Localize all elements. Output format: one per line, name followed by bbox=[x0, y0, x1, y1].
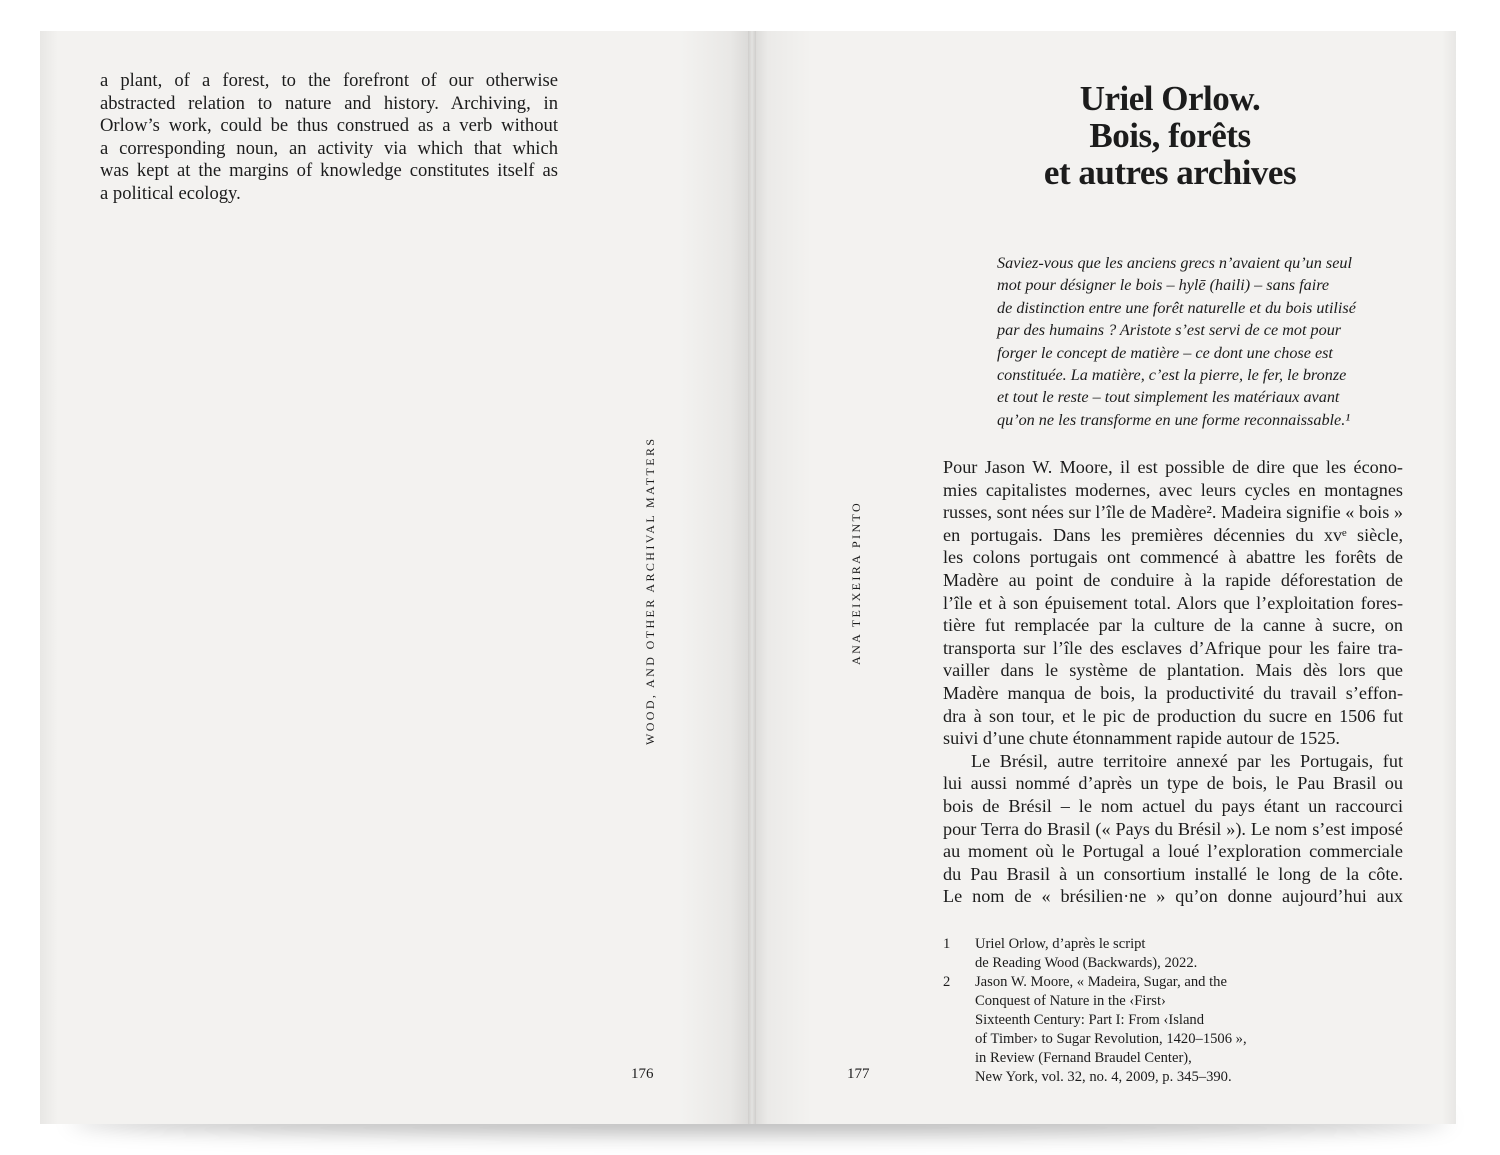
body-line: en portugais. Dans les premières décennies du xvᵉ siècle, bbox=[943, 524, 1403, 545]
epigraph-line: Saviez-vous que les anciens grecs n’avaient qu’un seul bbox=[997, 254, 1352, 272]
footnote-number: 1 bbox=[943, 936, 951, 952]
footnote-line: Jason W. Moore, « Madeira, Sugar, and the bbox=[975, 974, 1227, 990]
epigraph-line: constituée. La matière, c’est la pierre, le fer, le bronze bbox=[997, 366, 1347, 385]
body-line: a plant, of a forest, to the forefront of our otherwise bbox=[100, 70, 558, 91]
body-line: Le nom de « brésilien·ne » qu’on donne aujourd’hui aux bbox=[943, 886, 1403, 907]
body-line: Madère au point de conduire à la rapide déforestation de bbox=[943, 569, 1403, 590]
epigraph-line: qu’on ne les transforme en une forme reconnaissable.¹ bbox=[997, 410, 1351, 429]
left-running-head: WOOD, AND OTHER ARCHIVAL MATTERS bbox=[643, 436, 657, 745]
body-line: tière fut remplacée par la culture de la canne à sucre, on bbox=[943, 615, 1403, 636]
right-page-body bbox=[943, 456, 1403, 908]
body-line: vailler dans le système de plantation. Mais dès lors que bbox=[943, 660, 1403, 681]
body-line: transporta sur l’île des esclaves d’Afrique pour les faire tra- bbox=[943, 637, 1403, 658]
left-page-number: 176 bbox=[631, 1066, 654, 1082]
right-page-number: 177 bbox=[847, 1066, 870, 1082]
footnotes bbox=[943, 935, 1303, 1087]
epigraph-line: et tout le reste – tout simplement les matériaux avant bbox=[997, 388, 1340, 407]
footnote-line: de Reading Wood (Backwards), 2022. bbox=[975, 955, 1198, 971]
body-line: russes, sont nées sur l’île de Madère². Madeira signifie « bois » bbox=[943, 502, 1403, 523]
body-line: Orlow’s work, could be thus construed as a verb without bbox=[100, 115, 558, 137]
body-line: l’île et à son épuisement total. Alors que l’exploitation fores- bbox=[943, 592, 1403, 613]
footnote bbox=[943, 973, 1303, 1087]
body-line: les colons portugais ont commencé à abattre les forêts de bbox=[943, 547, 1403, 568]
epigraph-line: de distinction entre une forêt naturelle et du bois utilisé bbox=[997, 298, 1356, 317]
book-gutter bbox=[748, 31, 756, 1124]
epigraph-line: mot pour désigner le bois – hylē (haili) – sans faire bbox=[997, 276, 1330, 295]
footnote-line: Conquest of Nature in the ‹First› bbox=[975, 993, 1166, 1009]
body-line: dra à son tour, et le pic de production du sucre en 1506 fut bbox=[943, 705, 1403, 726]
footnote-line: of Timber› to Sugar Revolution, 1420–1506 », bbox=[975, 1031, 1247, 1047]
body-line: lui aussi nommé d’après un type de bois, le Pau Brasil ou bbox=[943, 773, 1403, 794]
right-running-head: ANA TEIXEIRA PINTO bbox=[849, 500, 863, 665]
epigraph bbox=[997, 252, 1377, 431]
footnote-number: 2 bbox=[943, 974, 951, 990]
body-line: Pour Jason W. Moore, il est possible de dire que les écono- bbox=[943, 457, 1403, 477]
body-line: bois de Brésil – le nom actuel du pays étant un raccourci bbox=[943, 795, 1403, 816]
footnote-line: in Review (Fernand Braudel Center), bbox=[975, 1050, 1192, 1066]
footnote-line: New York, vol. 32, no. 4, 2009, p. 345–390. bbox=[975, 1069, 1232, 1085]
title-line: Bois, forêts bbox=[1089, 116, 1251, 155]
epigraph-line: par des humains ? Aristote s’est servi de ce mot pour bbox=[997, 321, 1342, 340]
footnote-line: Sixteenth Century: Part I: From ‹Island bbox=[975, 1012, 1205, 1028]
footnote-line: Uriel Orlow, d’après le script bbox=[975, 936, 1146, 952]
body-line: was kept at the margins of knowledge constitutes itself as bbox=[100, 160, 558, 182]
body-line: Madère manqua de bois, la productivité du travail s’effon- bbox=[943, 682, 1403, 703]
epigraph-line: forger le concept de matière – ce dont une chose est bbox=[997, 343, 1333, 362]
body-line: Le Brésil, autre territoire annexé par les Portugais, fut bbox=[971, 750, 1403, 771]
body-line: du Pau Brasil à un consortium installé le long de la côte. bbox=[943, 863, 1403, 884]
body-line: au moment où le Portugal a loué l’exploration commerciale bbox=[943, 841, 1403, 862]
title-line: et autres archives bbox=[1043, 153, 1297, 192]
body-line: a political ecology. bbox=[100, 182, 241, 204]
body-line: pour Terra do Brasil (« Pays du Brésil »). Le nom s’est imposé bbox=[943, 818, 1403, 839]
body-line: a corresponding noun, an activity via which that which bbox=[100, 137, 558, 159]
title-line: Uriel Orlow. bbox=[1079, 79, 1261, 118]
body-line: suivi d’une chute étonnamment rapide autour de 1525. bbox=[943, 728, 1340, 749]
body-line: mies capitalistes modernes, avec leurs cycles en montagnes bbox=[943, 479, 1403, 500]
body-line: abstracted relation to nature and history. Archiving, in bbox=[100, 92, 558, 114]
chapter-title bbox=[990, 80, 1350, 191]
left-page-body bbox=[100, 70, 558, 206]
footnote bbox=[943, 935, 1303, 973]
